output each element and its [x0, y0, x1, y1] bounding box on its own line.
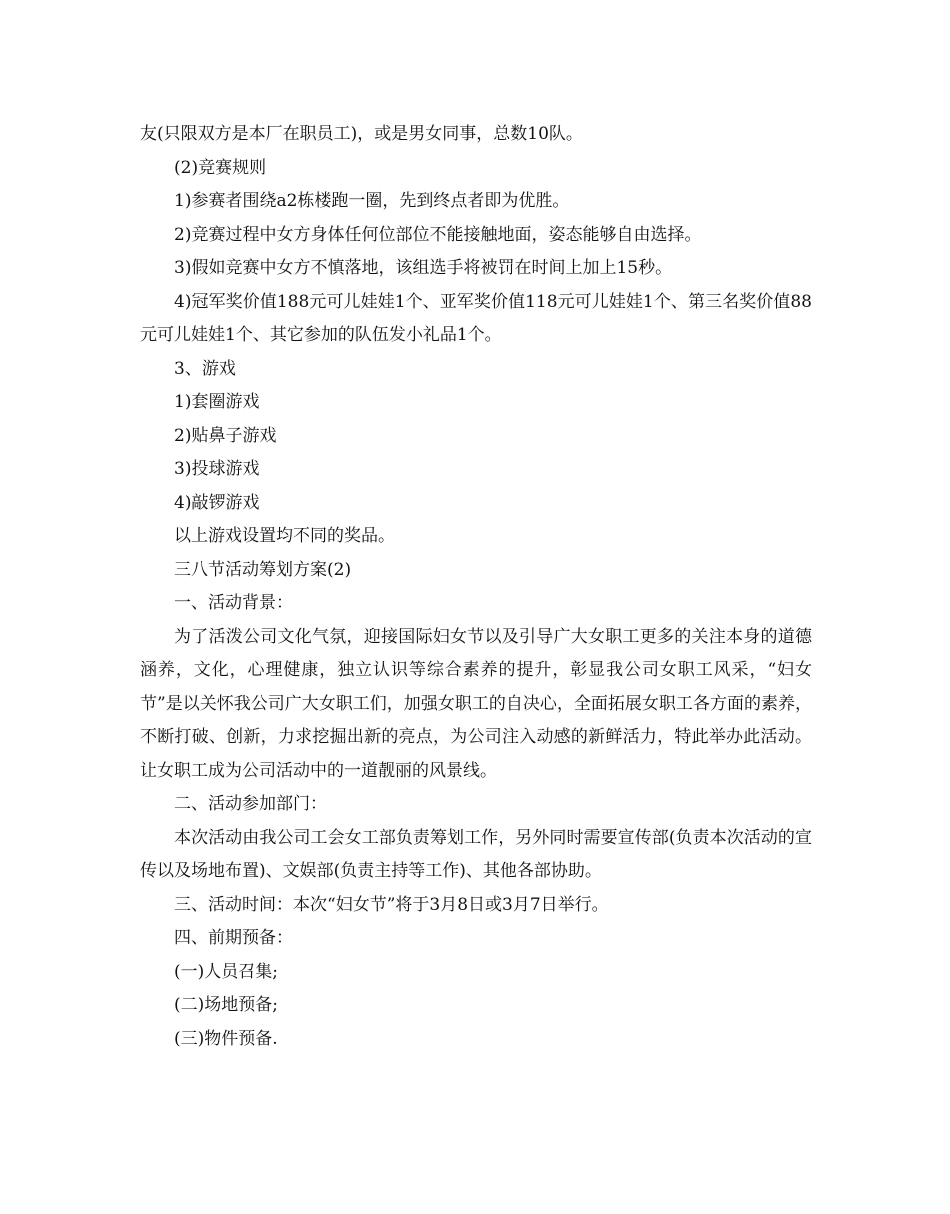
paragraph-2: (2)竞赛规则 — [174, 157, 267, 178]
paragraph-22: (三)物件预备. — [174, 1028, 278, 1049]
paragraph-1: 友(只限双方是本厂在职员工)，或是男女同事，总数10队。 — [140, 124, 583, 144]
paragraph-15: 为了活泼公司文化气氛，迎接国际妇女节以及引导广大女职工更多的关注本身的道德涵养，文化，心理健康，独立认识等综合素养的提升，彰显我公司女职工风采，“妇女节”是以关怀我公司广大女职工们，加强女职工的自决心，全面拓展女职工各方面的素养，不断打破、创新，力求挖掘出新的亮点，为公司注入动感的新鲜活力，特此举办此活动。让女职工成为公司活动中的一道靓丽的风景线。 — [140, 626, 812, 781]
paragraph-7: 3、游戏 — [174, 358, 236, 379]
paragraph-6: 4)冠军奖价值188元可儿娃娃1个、亚军奖价值118元可儿娃娃1个、第三名奖价值88元可儿娃娃1个、其它参加的队伍发小礼品1个。 — [140, 291, 812, 345]
paragraph-12: 以上游戏设置均不同的奖品。 — [174, 526, 395, 546]
paragraph-21: (二)场地预备; — [174, 995, 278, 1015]
paragraph-11: 4)敲锣游戏 — [174, 492, 260, 513]
paragraph-5: 3)假如竞赛中女方不慎落地，该组选手将被罚在时间上加上15秒。 — [174, 258, 673, 278]
paragraph-4: 2)竞赛过程中女方身体任何位部位不能接触地面，姿态能够自由选择。 — [174, 224, 702, 245]
paragraph-14: 一、活动背景： — [174, 593, 293, 613]
paragraph-20: (一)人员召集; — [174, 961, 278, 982]
paragraph-3: 1)参赛者围绕a2栋楼跑一圈，先到终点者即为优胜。 — [174, 191, 570, 211]
paragraph-16: 二、活动参加部门： — [174, 794, 327, 814]
paragraph-13: 三八节活动筹划方案(2) — [174, 559, 352, 580]
paragraph-17: 本次活动由我公司工会女工部负责筹划工作，另外同时需要宣传部(负责本次活动的宣传以及场地布置)、文娱部(负责主持等工作)、其他各部协助。 — [140, 827, 812, 881]
paragraph-18: 三、活动时间：本次“妇女节”将于3月8日或3月7日举行。 — [174, 894, 609, 915]
paragraph-8: 1)套圈游戏 — [174, 392, 260, 412]
paragraph-9: 2)贴鼻子游戏 — [174, 425, 277, 446]
document-body — [140, 118, 812, 1056]
paragraph-19: 四、前期预备： — [174, 928, 293, 948]
paragraph-10: 3)投球游戏 — [174, 459, 260, 479]
